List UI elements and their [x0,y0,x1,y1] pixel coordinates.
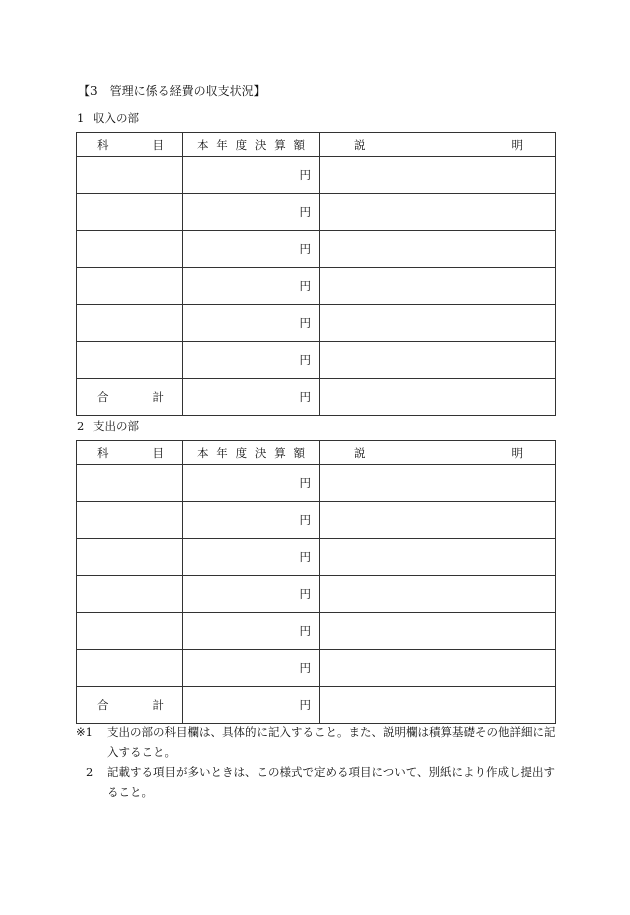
amount-cell[interactable]: 円 [183,194,320,231]
description-cell[interactable] [320,342,556,379]
total-row [77,687,556,724]
header-desc-char: 明 [511,445,523,460]
header-amount-char: 算 [274,137,286,152]
description-cell[interactable] [320,305,556,342]
income-table [76,132,556,416]
amount-cell[interactable]: 円 [183,613,320,650]
table-row [77,539,556,576]
amount-cell[interactable]: 円 [183,539,320,576]
expense-table [76,440,556,724]
header-item-char: 科 [97,137,109,152]
note-text: 支出の部の科目欄は、具体的に記入すること。また、説明欄は積算基礎その他詳細に記入すること。 [107,725,556,759]
table-row [77,231,556,268]
notes [76,722,560,802]
amount-cell[interactable]: 円 [183,268,320,305]
total-label [77,687,183,724]
description-cell[interactable] [320,157,556,194]
item-cell[interactable] [77,465,183,502]
income-header-row [77,133,556,157]
description-cell[interactable] [320,613,556,650]
header-amount-char: 算 [274,445,286,460]
description-cell[interactable] [320,502,556,539]
table-row [77,268,556,305]
total-description-cell[interactable] [320,687,556,724]
description-cell[interactable] [320,231,556,268]
item-cell[interactable] [77,613,183,650]
description-cell[interactable] [320,576,556,613]
note-mark: ※1 [76,725,93,739]
header-item-char: 目 [152,137,164,152]
header-amount-char: 額 [293,137,305,152]
table-row [77,465,556,502]
description-cell[interactable] [320,268,556,305]
header-item-char: 科 [97,445,109,460]
header-amount-char: 本 [197,445,209,460]
header-item [77,441,183,465]
item-cell[interactable] [77,268,183,305]
table-row [77,613,556,650]
header-amount-char: 年 [216,137,228,152]
item-cell[interactable] [77,502,183,539]
header-amount-char: 本 [197,137,209,152]
note-mark: 2 [86,765,94,779]
table-row [77,650,556,687]
expense-section-number: 2 [77,419,85,433]
amount-cell[interactable]: 円 [183,157,320,194]
description-cell[interactable] [320,539,556,576]
header-desc-char: 説 [354,137,366,152]
header-desc-char: 明 [511,137,523,152]
amount-cell[interactable]: 円 [183,465,320,502]
note-2 [76,762,560,802]
header-item-char: 目 [152,445,164,460]
header-item [77,133,183,157]
item-cell[interactable] [77,231,183,268]
income-section-number: 1 [77,111,85,125]
item-cell[interactable] [77,650,183,687]
header-amount-char: 年 [216,445,228,460]
expense-header-row [77,441,556,465]
note-1 [76,722,560,762]
total-amount-cell[interactable]: 円 [183,379,320,416]
header-amount-char: 決 [254,137,267,152]
header-amount-char: 度 [235,137,248,152]
table-row [77,194,556,231]
header-desc-char: 説 [354,445,366,460]
item-cell[interactable] [77,157,183,194]
table-row [77,342,556,379]
header-description [320,441,556,465]
amount-cell[interactable]: 円 [183,231,320,268]
header-amount [183,441,320,465]
amount-cell[interactable]: 円 [183,305,320,342]
table-row [77,576,556,613]
total-label-char: 合 [97,698,109,712]
expense-section-heading [77,418,139,434]
table-row [77,157,556,194]
item-cell[interactable] [77,194,183,231]
table-row [77,502,556,539]
expense-section-label: 支出の部 [93,419,139,433]
header-amount-char: 決 [254,445,267,460]
page-title: 【3 管理に係る経費の収支状況】 [78,84,266,98]
description-cell[interactable] [320,194,556,231]
total-label-char: 計 [152,390,164,404]
total-label-char: 合 [97,390,109,404]
amount-cell[interactable]: 円 [183,342,320,379]
description-cell[interactable] [320,650,556,687]
item-cell[interactable] [77,539,183,576]
description-cell[interactable] [320,465,556,502]
total-label-char: 計 [152,698,164,712]
header-amount [183,133,320,157]
header-description [320,133,556,157]
item-cell[interactable] [77,342,183,379]
income-section-heading [77,110,139,126]
amount-cell[interactable]: 円 [183,650,320,687]
income-section-label: 収入の部 [93,111,139,125]
table-row [77,305,556,342]
note-text: 記載する項目が多いときは、この様式で定める項目について、別紙により作成し提出すること。 [107,765,556,799]
total-label [77,379,183,416]
total-description-cell[interactable] [320,379,556,416]
total-row [77,379,556,416]
amount-cell[interactable]: 円 [183,576,320,613]
item-cell[interactable] [77,305,183,342]
total-amount-cell[interactable]: 円 [183,687,320,724]
amount-cell[interactable]: 円 [183,502,320,539]
header-amount-char: 度 [235,445,248,460]
header-amount-char: 額 [293,445,305,460]
item-cell[interactable] [77,576,183,613]
